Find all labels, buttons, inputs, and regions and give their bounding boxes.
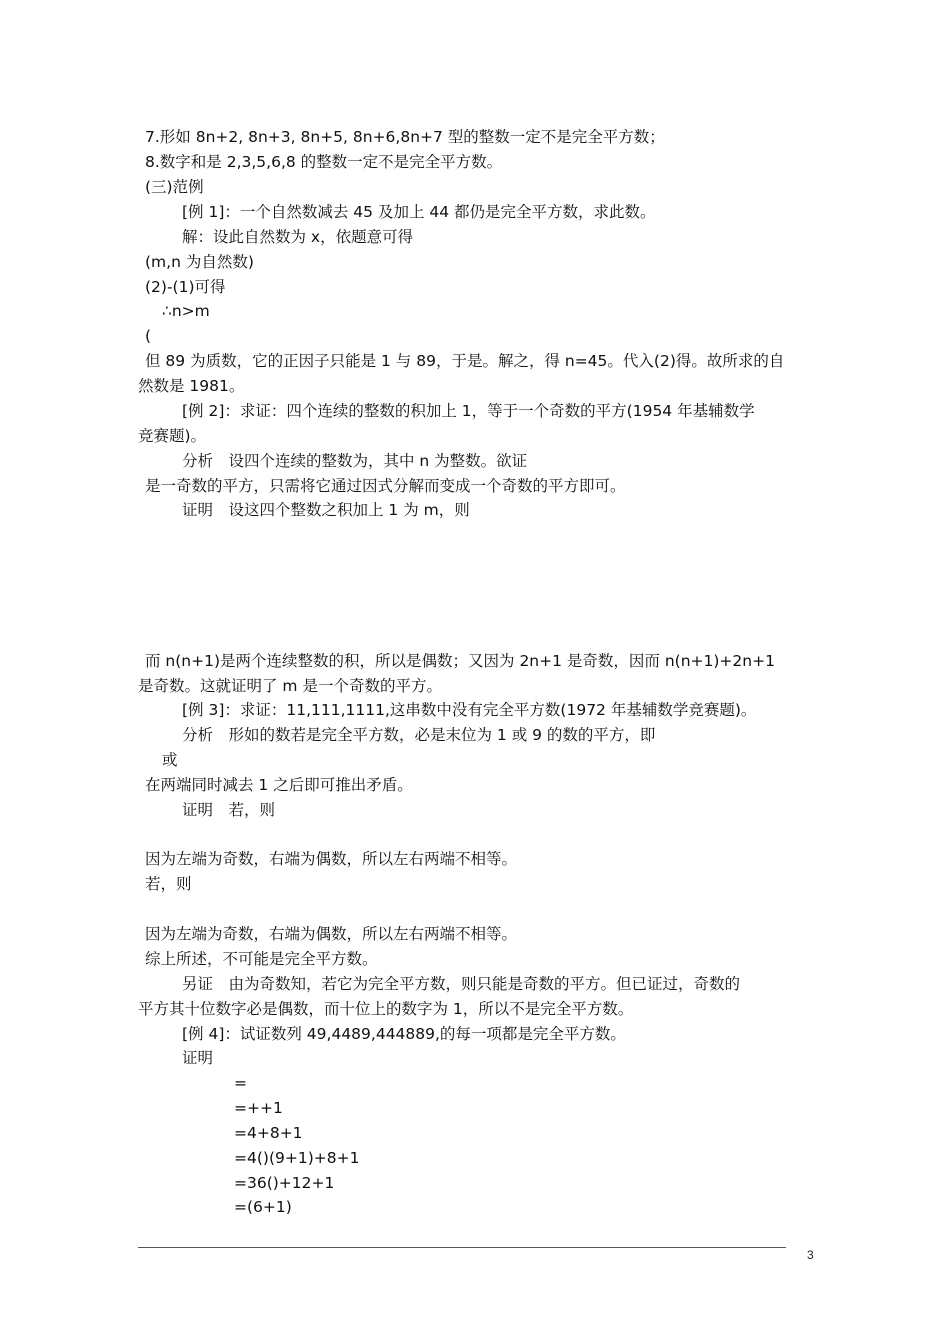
- text-line: (2)-(1)可得: [145, 278, 226, 296]
- text-line: 解：设此自然数为 x，依题意可得: [182, 228, 414, 246]
- text-line: 竞赛题)。: [138, 427, 207, 445]
- equation-line: =4+8+1: [234, 1124, 303, 1142]
- text-line: (: [145, 327, 152, 345]
- text-line: 或: [162, 751, 178, 769]
- text-line: 7.形如 8n+2, 8n+3, 8n+5, 8n+6,8n+7 型的整数一定不是完全平方数；: [145, 128, 665, 146]
- page-number: 3: [807, 1248, 814, 1262]
- section-heading: (三)范例: [145, 178, 204, 196]
- text-line: 证明 若，则: [182, 801, 276, 819]
- text-line: 证明 设这四个整数之积加上 1 为 m，则: [182, 501, 470, 519]
- equation-line: =(6+1): [234, 1198, 292, 1216]
- text-line: 8.数字和是 2,3,5,6,8 的整数一定不是完全平方数。: [145, 153, 503, 171]
- example-heading: [例 2]：求证：四个连续的整数的积加上 1，等于一个奇数的平方(1954 年基辅数学: [182, 402, 755, 420]
- equation-line: =++1: [234, 1099, 283, 1117]
- text-line: 在两端同时减去 1 之后即可推出矛盾。: [145, 776, 413, 794]
- text-line: 而 n(n+1)是两个连续整数的积，所以是偶数；又因为 2n+1 是奇数，因而 n(n+1)+2n+1: [145, 652, 775, 670]
- equation-line: =36()+12+1: [234, 1174, 335, 1192]
- example-heading: [例 1]：一个自然数减去 45 及加上 44 都仍是完全平方数，求此数。: [182, 203, 656, 221]
- text-line: (m,n 为自然数): [145, 253, 254, 271]
- text-line: 若，则: [145, 875, 192, 893]
- text-line: 证明: [182, 1049, 214, 1067]
- example-heading: [例 3]：求证：11,111,1111,这串数中没有完全平方数(1972 年基辅数学竞赛题)。: [182, 701, 757, 719]
- text-line: 但 89 为质数，它的正因子只能是 1 与 89，于是。解之，得 n=45。代入(2)得。故所求的自: [145, 352, 785, 370]
- text-line: 因为左端为奇数，右端为偶数，所以左右两端不相等。: [145, 925, 518, 943]
- text-line: 综上所述，不可能是完全平方数。: [145, 950, 378, 968]
- footer-divider: [138, 1247, 786, 1248]
- equation-line: =: [234, 1074, 247, 1092]
- text-line: 然数是 1981。: [138, 377, 245, 395]
- text-line: 是一奇数的平方，只需将它通过因式分解而变成一个奇数的平方即可。: [145, 477, 626, 495]
- text-line: 因为左端为奇数，右端为偶数，所以左右两端不相等。: [145, 850, 518, 868]
- text-line: 另证 由为奇数知，若它为完全平方数，则只能是奇数的平方。但已证过，奇数的: [182, 975, 741, 993]
- text-line: 平方其十位数字必是偶数，而十位上的数字为 1，所以不是完全平方数。: [138, 1000, 634, 1018]
- text-line: 分析 设四个连续的整数为，其中 n 为整数。欲证: [182, 452, 528, 470]
- text-line: ∴n>m: [162, 302, 210, 320]
- text-line: 是奇数。这就证明了 m 是一个奇数的平方。: [138, 677, 442, 695]
- example-heading: [例 4]：试证数列 49,4489,444889,的每一项都是完全平方数。: [182, 1025, 626, 1043]
- text-line: 分析 形如的数若是完全平方数，必是末位为 1 或 9 的数的平方，即: [182, 726, 656, 744]
- equation-line: =4()(9+1)+8+1: [234, 1149, 360, 1167]
